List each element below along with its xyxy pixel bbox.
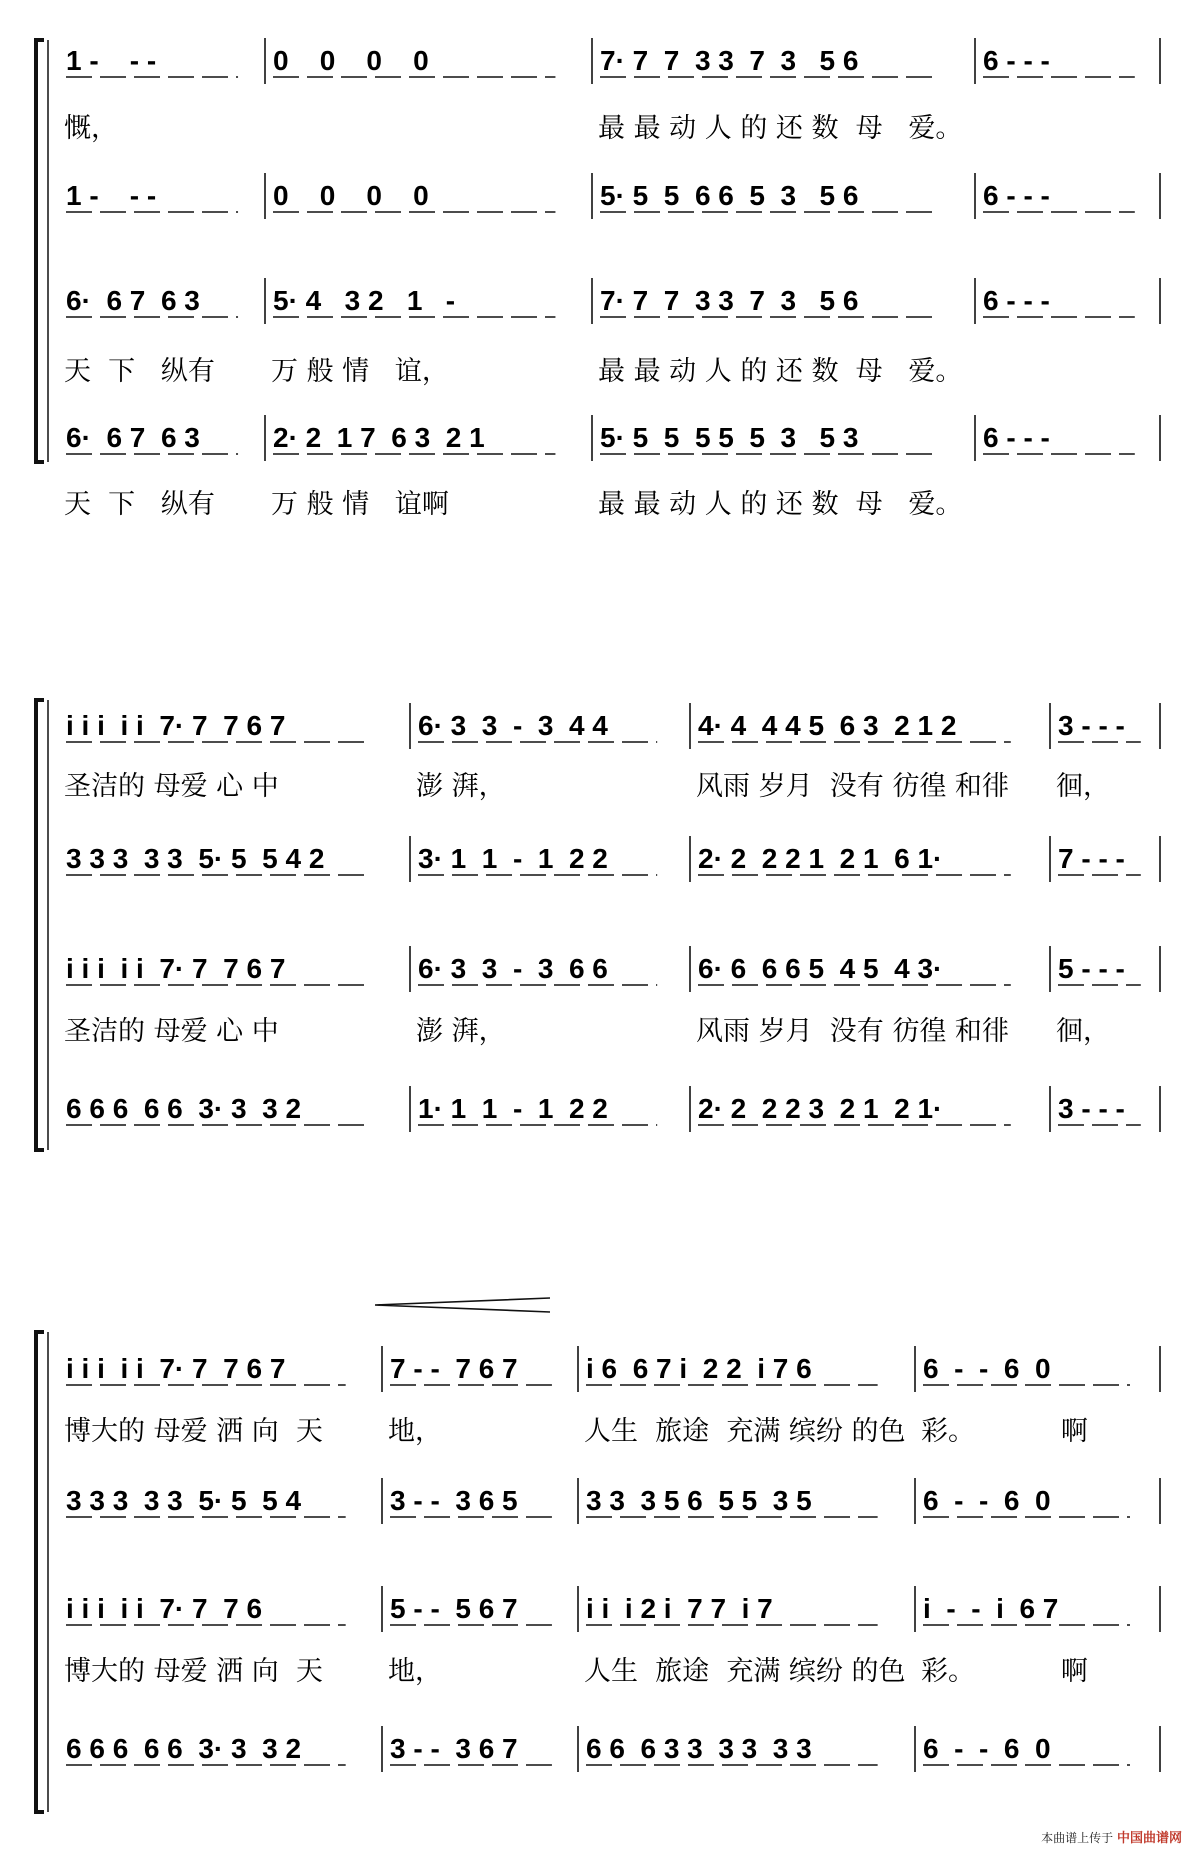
jianpu-measure: i i i 2 i 7 7 i 7 [586,1593,773,1624]
jianpu-measure: i 6 6 7 i 2 2 i 7 6 [586,1353,812,1384]
lyric-line: 博大的 母爱 洒 向 天 [64,1656,323,1687]
jianpu-measure: 6· 6 7 6 3 [66,285,200,316]
jianpu-measure: 3· 1 1 - 1 2 2 [418,843,608,874]
jianpu-measure: 6 - - - [983,45,1050,76]
lyric-line: 天 下 纵有 [64,356,215,387]
lyric-line: 圣洁的 母爱 心 中 [64,1016,279,1047]
score-system [36,38,1160,520]
lyric-line: 万 般 情 谊， [271,356,449,387]
jianpu-measure: 6 6 6 6 6 3· 3 3 2 [66,1733,302,1764]
jianpu-measure: 3 - - 3 6 7 [390,1733,518,1764]
jianpu-measure: 3 - - - [1058,710,1125,741]
lyric-line: 最 最 动 人 的 还 数 母 爱。 [598,356,963,387]
jianpu-measure: 0 0 0 0 [273,180,429,211]
source-footer [1041,1827,1182,1846]
jianpu-measure: 1· 1 1 - 1 2 2 [418,1093,608,1124]
jianpu-measure: 1 - - - [66,180,157,211]
crescendo-hairpin [375,1298,550,1312]
lyric-line: 慨， [64,113,118,144]
jianpu-measure: 6 - - - [983,422,1050,453]
system-bracket [36,40,44,462]
jianpu-measure: 3 3 3 3 3 5· 5 5 4 [66,1485,302,1516]
jianpu-measure: 3 3 3 5 6 5 5 3 5 [586,1485,812,1516]
footer-text: 本曲谱上传于 [1041,1831,1114,1845]
jianpu-measure: 5· 4 3 2 1 - [273,285,456,316]
jianpu-measure: 6 6 6 6 6 3· 3 3 2 [66,1093,302,1124]
jianpu-measure: 6· 3 3 - 3 4 4 [418,710,608,741]
jianpu-measure: i i i i i 7· 7 7 6 [66,1593,263,1624]
jianpu-measure: 0 0 0 0 [273,45,429,76]
score-system [36,1332,1160,1812]
jianpu-measure: 2· 2 2 2 3 2 1 2 1· [698,1093,943,1124]
jianpu-measure: 5 - - 5 6 7 [390,1593,518,1624]
lyric-line: 最 最 动 人 的 还 数 母 爱。 [598,489,963,520]
lyric-line: 徊， [1056,771,1110,802]
footer-site-logo: 中国曲谱网 [1116,1831,1182,1846]
jianpu-measure: 5· 5 5 6 6 5 3 5 6 [600,180,859,211]
jianpu-measure: 3 3 3 3 3 5· 5 5 4 2 [66,843,325,874]
lyric-line: 澎 湃， [416,771,506,802]
jianpu-measure: i - - i 6 7 [923,1593,1059,1624]
lyric-line: 圣洁的 母爱 心 中 [64,771,279,802]
jianpu-measure: i i i i i 7· 7 7 6 7 [66,1353,286,1384]
system-bracket [36,1332,44,1812]
lyric-line: 彩。 啊 [921,1416,1088,1447]
lyric-line: 徊， [1056,1016,1110,1047]
jianpu-measure: i i i i i 7· 7 7 6 7 [66,710,286,741]
jianpu-measure: 6 6 6 3 3 3 3 3 3 [586,1733,812,1764]
lyric-line: 博大的 母爱 洒 向 天 [64,1416,323,1447]
jianpu-measure: 6 - - - [983,285,1050,316]
system-bracket [36,700,44,1150]
lyric-line: 地， [388,1656,442,1687]
jianpu-measure: 3 - - 3 6 5 [390,1485,518,1516]
jianpu-measure: 7 - - - [1058,843,1125,874]
jianpu-measure: 5· 5 5 5 5 5 3 5 3 [600,422,859,453]
lyric-line: 最 最 动 人 的 还 数 母 爱。 [598,113,963,144]
jianpu-measure: 6 - - 6 0 [923,1733,1051,1764]
jianpu-measure: 6· 6 7 6 3 [66,422,200,453]
jianpu-measure: 2· 2 1 7 6 3 2 1 [273,422,485,453]
lyric-line: 天 下 纵有 [64,489,215,520]
jianpu-measure: 1 - - - [66,45,157,76]
jianpu-measure: i i i i i 7· 7 7 6 7 [66,953,286,984]
lyric-line: 万 般 情 谊啊 [271,489,449,520]
lyric-line: 彩。 啊 [921,1656,1088,1687]
lyric-line: 风雨 岁月 没有 彷徨 和徘 [696,771,1009,802]
lyric-line: 人生 旅途 充满 缤纷 的色 [584,1416,906,1447]
jianpu-measure: 6 - - 6 0 [923,1485,1051,1516]
jianpu-measure: 6 - - 6 0 [923,1353,1051,1384]
jianpu-measure: 7· 7 7 3 3 7 3 5 6 [600,285,859,316]
jianpu-measure: 5 - - - [1058,953,1125,984]
jianpu-measure: 3 - - - [1058,1093,1125,1124]
jianpu-measure: 7 - - 7 6 7 [390,1353,518,1384]
jianpu-measure: 6· 6 6 6 5 4 5 4 3· [698,953,943,984]
jianpu-measure: 6 - - - [983,180,1050,211]
jianpu-measure: 2· 2 2 2 1 2 1 6 1· [698,843,943,874]
jianpu-measure: 6· 3 3 - 3 6 6 [418,953,608,984]
jianpu-measure: 4· 4 4 4 5 6 3 2 1 2 [698,710,957,741]
lyric-line: 澎 湃， [416,1016,506,1047]
lyric-line: 风雨 岁月 没有 彷徨 和徘 [696,1016,1009,1047]
score-system [36,700,1160,1150]
lyric-line: 地， [388,1416,442,1447]
lyric-line: 人生 旅途 充满 缤纷 的色 [584,1656,906,1687]
jianpu-measure: 7· 7 7 3 3 7 3 5 6 [600,45,859,76]
